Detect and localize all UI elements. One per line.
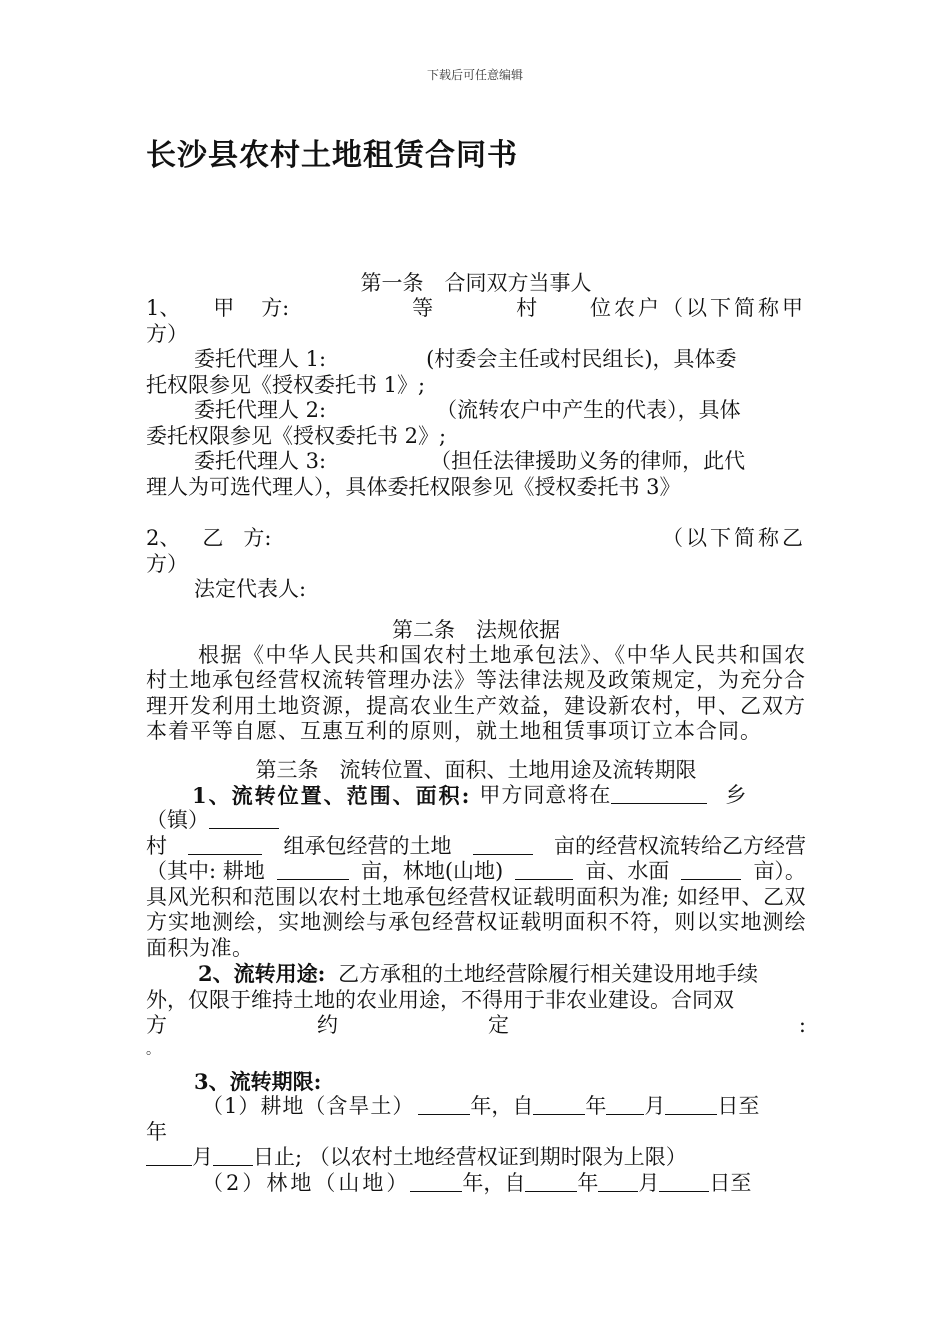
term-arable-end: 日止; （以农村土地经营权证到期时限为上限） <box>253 1145 687 1169</box>
term-forest-to: 日至 <box>709 1170 752 1195</box>
arable-label: （其中: 耕地 <box>146 859 265 883</box>
usage-line-1 <box>146 961 806 988</box>
term-arable-end-year: 年 <box>146 1119 167 1144</box>
water-mu-label: 亩）。 <box>753 859 806 883</box>
header-note: 下载后可任意编辑 <box>426 68 523 82</box>
village-label: 村 <box>146 833 167 858</box>
term-arable-start-month: 月 <box>644 1094 666 1118</box>
usage-line-3 <box>146 1013 806 1039</box>
location-intro: 甲方同意将在 <box>479 782 612 807</box>
term-arable-start-month-blank <box>606 1094 644 1115</box>
term-arable-start-day-blank <box>665 1094 717 1115</box>
agent-1-note: (村委会主任或村民组长)，具体委 <box>426 347 737 371</box>
village-blank <box>188 834 262 855</box>
party-a-cun: 村 <box>516 296 538 320</box>
party-b-fang: 方: <box>243 526 272 550</box>
usage-label: 2、流转用途: <box>198 961 326 986</box>
usage-text-a: 乙方承租的土地经营除履行相关建设用地手续 <box>338 962 759 986</box>
party-b-line <box>146 526 806 552</box>
township-label: 乡 <box>725 782 747 807</box>
term-arable-end-day-blank <box>213 1145 253 1166</box>
legal-representative: 法定代表人: <box>194 577 307 601</box>
term-forest-start-year-blank <box>525 1171 577 1192</box>
term-arable-years-blank <box>418 1094 470 1115</box>
term-arable-end-month: 月 <box>192 1145 213 1169</box>
water-blank <box>681 859 741 880</box>
agent-2-label: 委托代理人 2: <box>194 398 327 422</box>
party-a-jia: 甲 <box>213 296 235 320</box>
location-line-2 <box>146 808 806 834</box>
agent-1-label: 委托代理人 1: <box>194 347 327 371</box>
party-b-yi: 乙 <box>202 526 224 550</box>
agent-2-note: （流转农户中产生的代表），具体 <box>436 398 741 422</box>
party-b-tail: （以下简称乙 <box>662 526 806 550</box>
party-a-deng: 等 <box>412 296 434 320</box>
term-arable-to: 日至 <box>717 1094 760 1118</box>
term-forest-label: （2）林地（山地） <box>202 1170 411 1195</box>
term-arable-label: （1）耕地（含旱土） <box>202 1094 415 1118</box>
party-a-fang: 方: <box>261 296 290 320</box>
group-label: 组承包经营的土地 <box>283 833 452 858</box>
term-forest-start-month-blank <box>598 1171 638 1192</box>
total-area-blank <box>473 834 533 855</box>
location-line-3 <box>146 834 806 860</box>
term-arable-end-month-blank <box>146 1145 192 1166</box>
term-arable-years: 年，自 <box>470 1094 534 1118</box>
usage-colon: : <box>798 1013 806 1037</box>
section-2-body: 根据《中华人民共和国农村土地承包法》、《中华人民共和国农村土地承包经营权流转管理办法》等法律法规及政策规定，为充分合理开发利用土地资源，提高农业生产效益，建设新农村，甲、乙双方本着平等自愿、互惠互利的原则，就土地租赁事项订立本合同。 <box>146 642 806 743</box>
term-forest-years: 年，自 <box>462 1170 526 1195</box>
section-3-heading: 第三条 流转位置、面积、土地用途及流转期限 <box>255 757 697 782</box>
term-arable-line <box>146 1094 806 1120</box>
total-area-label: 亩的经营权流转给乙方经营 <box>554 833 806 858</box>
location-line-1 <box>146 783 806 809</box>
term-forest-start-year: 年 <box>577 1170 599 1195</box>
usage-dot: 。 <box>146 1041 160 1058</box>
forest-blank <box>515 859 573 880</box>
party-b-number: 2、 <box>146 526 181 550</box>
term-arable-start-year-blank <box>533 1094 585 1115</box>
town-label: （镇） <box>146 808 209 832</box>
agent-3-end: 理人为可选代理人），具体委托权限参见《授权委托书 3》 <box>146 474 681 499</box>
agent-1-end: 托权限参见《授权委托书 1》; <box>146 372 426 397</box>
term-forest-years-blank <box>410 1171 462 1192</box>
water-label: 亩、水面 <box>585 859 670 883</box>
location-line-4 <box>146 859 806 885</box>
term-label: 3、流转期限: <box>194 1068 322 1094</box>
usage-yue: 约 <box>317 1013 338 1037</box>
section-1-heading: 第一条 合同双方当事人 <box>360 271 592 295</box>
party-a-line <box>146 296 806 322</box>
term-forest-start-day-blank <box>659 1171 709 1192</box>
agent-3-line <box>146 449 806 475</box>
party-a-end: 方） <box>146 321 188 346</box>
term-forest-line <box>146 1171 806 1197</box>
forest-label: 亩，林地(山地) <box>360 859 504 883</box>
agent-2-end: 委托权限参见《授权委托书 2》; <box>146 423 447 448</box>
party-a-number: 1、 <box>146 296 181 320</box>
agent-3-note: （担任法律援助义务的律师，此代 <box>430 449 746 473</box>
usage-line-2: 外，仅限于维持土地的农业用途，不得用于非农业建设。合同双 <box>146 987 734 1012</box>
township-blank <box>611 783 707 804</box>
location-label: 1、流转位置、范围、面积: <box>192 782 472 808</box>
agent-3-label: 委托代理人 3: <box>194 449 327 473</box>
document-title: 长沙县农村土地租赁合同书 <box>146 138 518 173</box>
town-blank <box>209 808 279 829</box>
party-a-tail: 位农户（以下简称甲 <box>589 296 806 320</box>
arable-blank <box>277 859 349 880</box>
contract-body <box>146 270 806 1196</box>
section-2-heading: 第二条 法规依据 <box>392 617 560 642</box>
term-arable-start-year: 年 <box>585 1094 607 1118</box>
term-arable-line-3 <box>146 1145 806 1171</box>
usage-fang: 方 <box>146 1013 167 1037</box>
location-rest: 具风光积和范围以农村土地承包经营权证载明面积为准; 如经甲、乙双方实地测绘，实地测绘与承包经营权证载明面积不符，则以实地测绘面积为准。 <box>146 884 806 960</box>
agent-2-line <box>146 398 806 424</box>
term-forest-start-month: 月 <box>638 1170 660 1195</box>
party-b-end: 方） <box>146 551 188 576</box>
usage-ding: 定 <box>488 1013 509 1037</box>
agent-1-line <box>146 347 806 373</box>
